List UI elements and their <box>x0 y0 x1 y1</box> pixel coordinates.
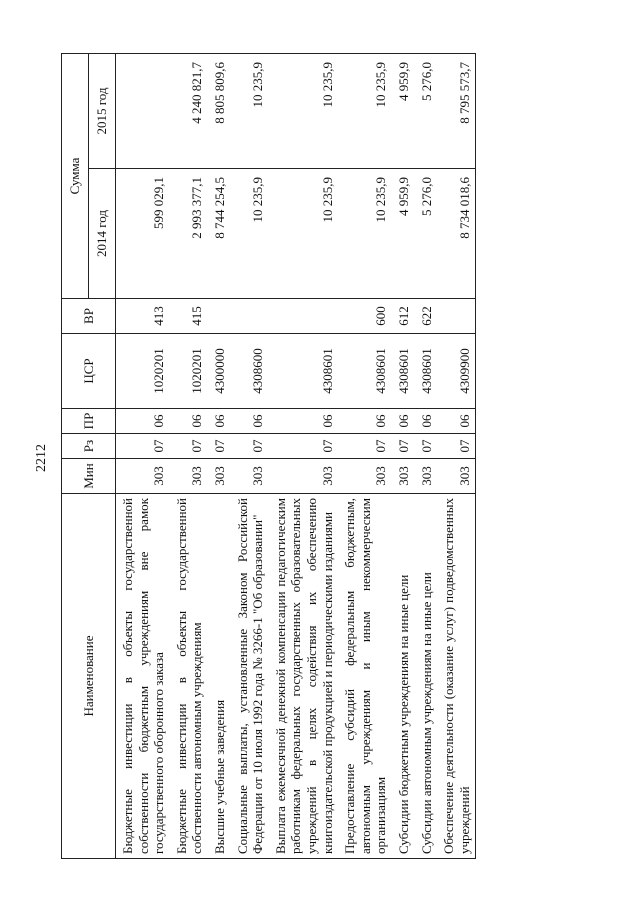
row-name: Бюджетные инвестиции в объекты государственной собственности бюджетным учреждениям вне рамок государственного оборонного заказа <box>116 494 170 859</box>
row-2015: 10 235,9 <box>269 54 338 169</box>
table-row <box>208 54 231 859</box>
row-pr: 06 <box>208 409 231 434</box>
row-2015: 4 959,9 <box>392 54 415 169</box>
table-row <box>437 54 476 859</box>
page-number <box>28 443 56 473</box>
row-2014: 2 993 377,1 <box>170 169 208 299</box>
page-number-text: 2212 <box>34 444 49 472</box>
row-csr: 4300000 <box>208 334 231 409</box>
row-2014: 10 235,9 <box>269 169 338 299</box>
row-rz: 07 <box>392 434 415 459</box>
row-2015 <box>116 54 170 169</box>
budget-table-rotated <box>61 54 626 859</box>
row-2015: 5 276,0 <box>415 54 438 169</box>
row-2015: 4 240 821,7 <box>170 54 208 169</box>
row-csr: 1020201 <box>170 334 208 409</box>
row-csr: 1020201 <box>116 334 170 409</box>
row-vr <box>269 299 338 334</box>
table-row <box>392 54 415 859</box>
header-csr: ЦСР <box>62 334 116 409</box>
row-2015: 8 805 809,6 <box>208 54 231 169</box>
row-vr: 600 <box>338 299 392 334</box>
row-pr: 06 <box>437 409 476 434</box>
row-vr: 415 <box>170 299 208 334</box>
table-row <box>269 54 338 859</box>
header-2015: 2015 год <box>89 54 116 169</box>
row-min: 303 <box>208 459 231 494</box>
row-name: Социальные выплаты, установленные Законом Российской Федерации от 10 июля 1992 года № 3266-1 "Об образовании" <box>231 494 269 859</box>
row-pr: 06 <box>269 409 338 434</box>
row-name: Субсидии бюджетным учреждениям на иные цели <box>392 494 415 859</box>
row-2014: 5 276,0 <box>415 169 438 299</box>
row-min: 303 <box>269 459 338 494</box>
row-pr: 06 <box>170 409 208 434</box>
row-vr <box>437 299 476 334</box>
row-csr: 4308601 <box>338 334 392 409</box>
row-name: Выплата ежемесячной денежной компенсации педагогическим работникам федеральных государственных образовательных учреждений в целях содействия их обеспечению книгоиздательской продукцией и периодическими изданиями <box>269 494 338 859</box>
row-rz: 07 <box>338 434 392 459</box>
table-row <box>415 54 438 859</box>
row-min: 303 <box>231 459 269 494</box>
row-2015: 10 235,9 <box>231 54 269 169</box>
row-min: 303 <box>392 459 415 494</box>
row-pr: 06 <box>415 409 438 434</box>
row-2014: 10 235,9 <box>231 169 269 299</box>
row-pr: 06 <box>231 409 269 434</box>
row-2014: 10 235,9 <box>338 169 392 299</box>
table-row <box>116 54 170 859</box>
row-2014: 599 029,1 <box>116 169 170 299</box>
row-name: Бюджетные инвестиции в объекты государственной собственности автономным учреждениям <box>170 494 208 859</box>
table-row <box>170 54 208 859</box>
row-min: 303 <box>415 459 438 494</box>
row-min: 303 <box>170 459 208 494</box>
row-pr: 06 <box>338 409 392 434</box>
row-vr: 622 <box>415 299 438 334</box>
row-2015: 8 795 573,7 <box>437 54 476 169</box>
table-row <box>231 54 269 859</box>
row-rz: 07 <box>269 434 338 459</box>
row-min: 303 <box>437 459 476 494</box>
row-min: 303 <box>338 459 392 494</box>
row-csr: 4308601 <box>392 334 415 409</box>
row-csr: 4309900 <box>437 334 476 409</box>
header-sum: Сумма <box>62 54 89 299</box>
row-name: Обеспечение деятельности (оказание услуг) подведомственных учреждений <box>437 494 476 859</box>
row-rz: 07 <box>415 434 438 459</box>
header-name: Наименование <box>62 494 116 859</box>
row-pr: 06 <box>392 409 415 434</box>
row-rz: 07 <box>231 434 269 459</box>
header-rz: Рз <box>62 434 116 459</box>
row-rz: 07 <box>116 434 170 459</box>
row-min: 303 <box>116 459 170 494</box>
row-pr: 06 <box>116 409 170 434</box>
header-min: Мин <box>62 459 116 494</box>
table-row <box>338 54 392 859</box>
row-csr: 4308600 <box>231 334 269 409</box>
row-vr: 612 <box>392 299 415 334</box>
row-vr <box>231 299 269 334</box>
row-2014: 8 734 018,6 <box>437 169 476 299</box>
row-rz: 07 <box>437 434 476 459</box>
row-name: Высшие учебные заведения <box>208 494 231 859</box>
row-vr: 413 <box>116 299 170 334</box>
header-2014: 2014 год <box>89 169 116 299</box>
header-pr: ПР <box>62 409 116 434</box>
row-name: Предоставление субсидий федеральным бюджетным, автономным учреждениям и иным некоммерческим организациям <box>338 494 392 859</box>
row-rz: 07 <box>208 434 231 459</box>
row-2015: 10 235,9 <box>338 54 392 169</box>
row-rz: 07 <box>170 434 208 459</box>
budget-table <box>61 53 476 859</box>
row-name: Субсидии автономным учреждениям на иные цели <box>415 494 438 859</box>
header-vr: ВР <box>62 299 116 334</box>
row-csr: 4308601 <box>415 334 438 409</box>
row-csr: 4308601 <box>269 334 338 409</box>
row-vr <box>208 299 231 334</box>
row-2014: 8 744 254,5 <box>208 169 231 299</box>
row-2014: 4 959,9 <box>392 169 415 299</box>
